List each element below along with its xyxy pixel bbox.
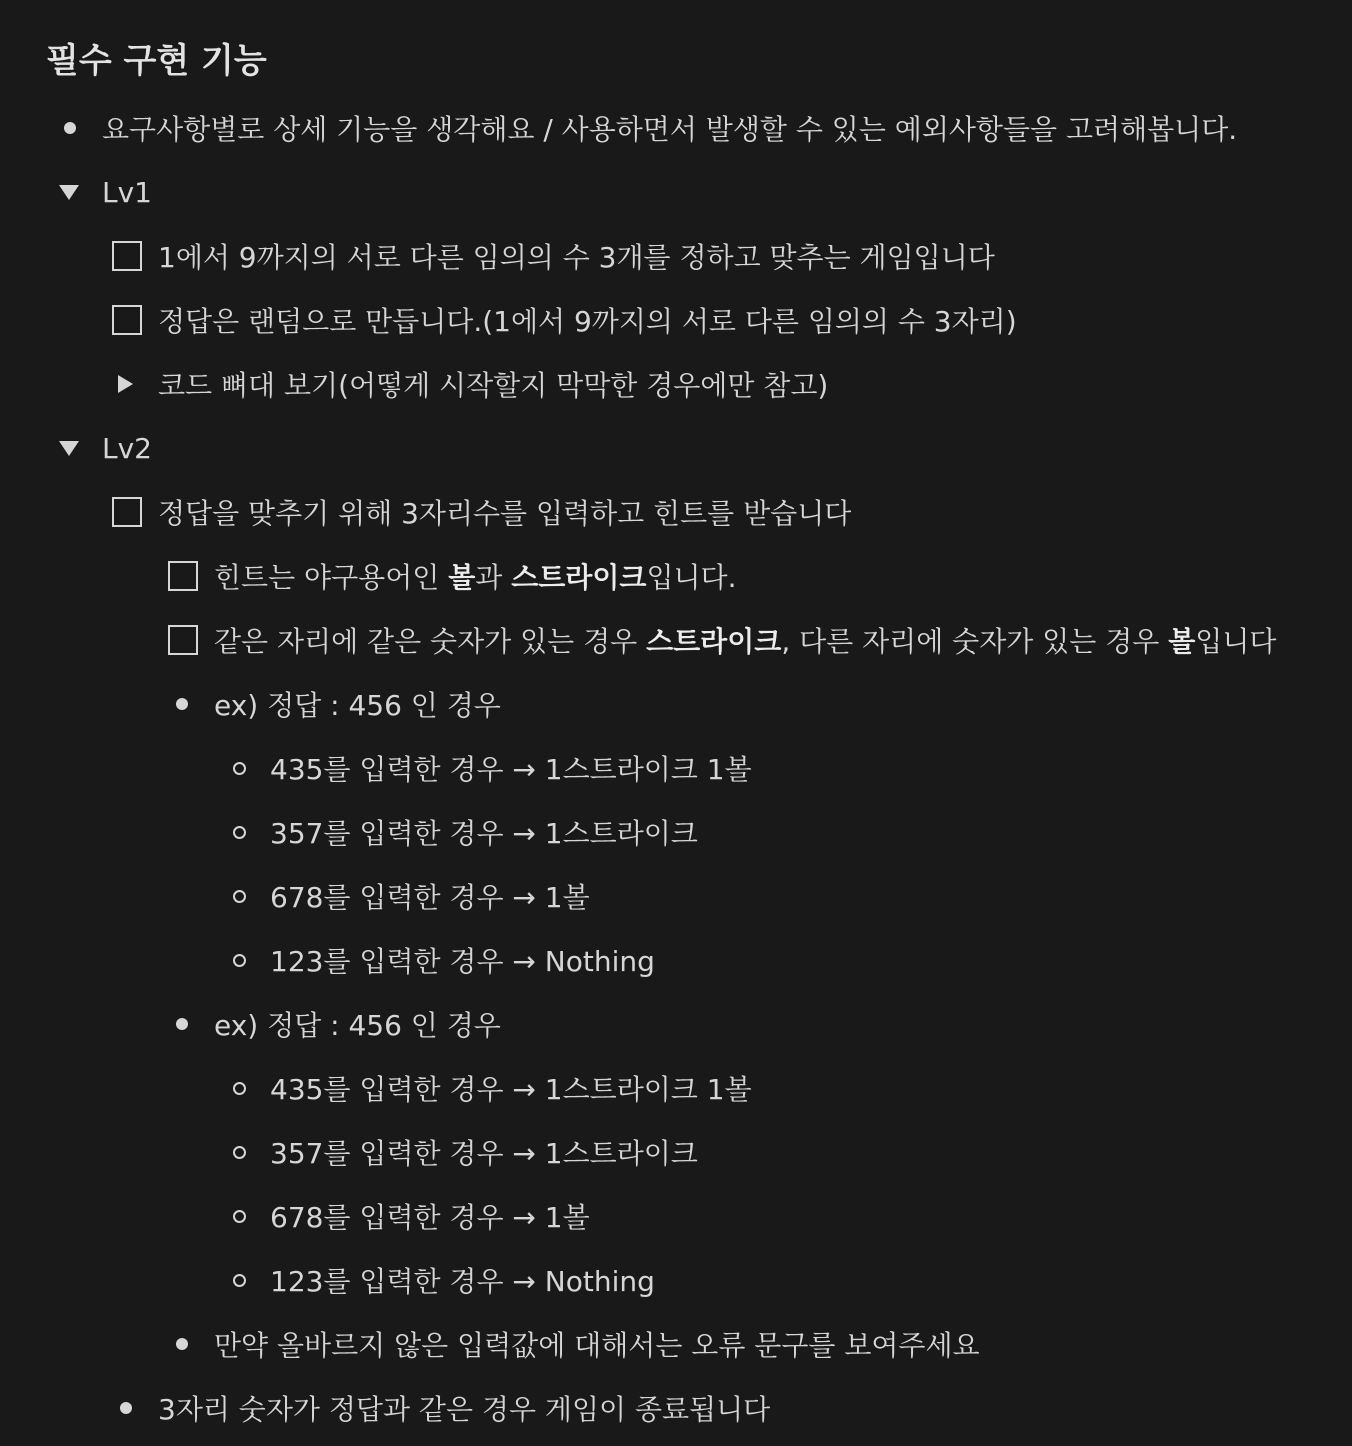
intro-text: 요구사항별로 상세 기능을 생각해요 / 사용하면서 발생할 수 있는 예외사항들을 고려해봅니다. <box>102 113 1238 146</box>
bullet-icon <box>176 698 188 710</box>
page-heading: 필수 구현 기능 <box>46 41 267 81</box>
bullet-icon <box>176 1018 188 1030</box>
toggle-lv2-label: Lv2 <box>102 431 152 465</box>
list-item-example-2 <box>158 992 501 1056</box>
todo-item-lv1-2 <box>102 288 1017 352</box>
toggle-closed-icon[interactable] <box>118 375 133 393</box>
case-text: 123를 입력한 경우 → Nothing <box>270 1265 655 1298</box>
list-item-case <box>214 1184 590 1248</box>
todo-text: 1에서 9까지의 서로 다른 임의의 수 3개를 정하고 맞추는 게임입니다 <box>158 241 995 274</box>
bullet-icon <box>120 1402 132 1414</box>
todo-text: 정답을 맞추기 위해 3자리수를 입력하고 힌트를 받습니다 <box>158 497 852 530</box>
list-item-case <box>214 928 655 992</box>
todo-item-lv2-1 <box>102 480 851 544</box>
hollow-bullet-icon <box>233 826 246 839</box>
text-segment: 입니다. <box>646 561 737 594</box>
text-segment: 힌트는 야구용어인 <box>214 561 449 594</box>
toggle-lv2[interactable] <box>46 416 152 480</box>
text-segment: 같은 자리에 같은 숫자가 있는 경우 <box>214 625 647 658</box>
list-item-case <box>214 800 698 864</box>
list-item-case <box>214 1120 698 1184</box>
case-text: 435를 입력한 경우 → 1스트라이크 1볼 <box>270 753 752 786</box>
text-segment: 입니다 <box>1195 625 1277 658</box>
todo-text: 정답은 랜덤으로 만듭니다.(1에서 9까지의 서로 다른 임의의 수 3자리) <box>158 305 1017 338</box>
hollow-bullet-icon <box>233 1082 246 1095</box>
checkbox-icon[interactable] <box>168 625 198 655</box>
list-item-case <box>214 1056 752 1120</box>
list-item-case <box>214 736 752 800</box>
hollow-bullet-icon <box>233 1210 246 1223</box>
hollow-bullet-icon <box>233 890 246 903</box>
text-segment: 과 <box>475 561 512 594</box>
case-text: 435를 입력한 경우 → 1스트라이크 1볼 <box>270 1073 752 1106</box>
case-text: 678를 입력한 경우 → 1볼 <box>270 1201 590 1234</box>
case-text: 123를 입력한 경우 → Nothing <box>270 945 655 978</box>
example-label: ex) 정답 : 456 인 경우 <box>214 689 501 722</box>
toggle-code-skeleton-label: 코드 뼈대 보기(어떻게 시작할지 막막한 경우에만 참고) <box>158 369 829 402</box>
toggle-open-icon[interactable] <box>59 185 79 200</box>
toggle-lv1[interactable] <box>46 160 152 224</box>
hollow-bullet-icon <box>233 1274 246 1287</box>
todo-item-hint-1 <box>158 544 737 608</box>
hollow-bullet-icon <box>233 954 246 967</box>
todo-item-hint-2 <box>158 608 1276 672</box>
hollow-bullet-icon <box>233 1146 246 1159</box>
text-segment: , 다른 자리에 숫자가 있는 경우 <box>781 625 1169 658</box>
todo-text <box>214 620 1276 660</box>
list-item-case <box>214 1248 655 1312</box>
example-label: ex) 정답 : 456 인 경우 <box>214 1009 501 1042</box>
todo-item-lv1-1 <box>102 224 995 288</box>
end-note-text: 3자리 숫자가 정답과 같은 경우 게임이 종료됩니다 <box>158 1393 771 1426</box>
case-text: 357를 입력한 경우 → 1스트라이크 <box>270 817 698 850</box>
bold-strike: 스트라이크 <box>646 625 782 658</box>
checkbox-icon[interactable] <box>112 305 142 335</box>
bold-ball: 볼 <box>448 561 476 594</box>
checkbox-icon[interactable] <box>112 241 142 271</box>
bold-strike: 스트라이크 <box>511 561 647 594</box>
checkbox-icon[interactable] <box>168 561 198 591</box>
list-item-example-1 <box>158 672 501 736</box>
hollow-bullet-icon <box>233 762 246 775</box>
case-text: 678를 입력한 경우 → 1볼 <box>270 881 590 914</box>
list-item-case <box>214 864 590 928</box>
list-item-error-note <box>158 1312 980 1376</box>
todo-text <box>214 556 737 596</box>
bullet-icon <box>64 122 76 134</box>
toggle-open-icon[interactable] <box>59 441 79 456</box>
bullet-icon <box>176 1338 188 1350</box>
error-note-text: 만약 올바르지 않은 입력값에 대해서는 오류 문구를 보여주세요 <box>214 1329 980 1362</box>
list-item-intro <box>46 96 1237 160</box>
list-item-end-note <box>102 1376 770 1440</box>
toggle-code-skeleton[interactable] <box>102 352 828 416</box>
toggle-lv1-label: Lv1 <box>102 175 152 209</box>
checkbox-icon[interactable] <box>112 497 142 527</box>
bold-ball: 볼 <box>1168 625 1196 658</box>
case-text: 357를 입력한 경우 → 1스트라이크 <box>270 1137 698 1170</box>
